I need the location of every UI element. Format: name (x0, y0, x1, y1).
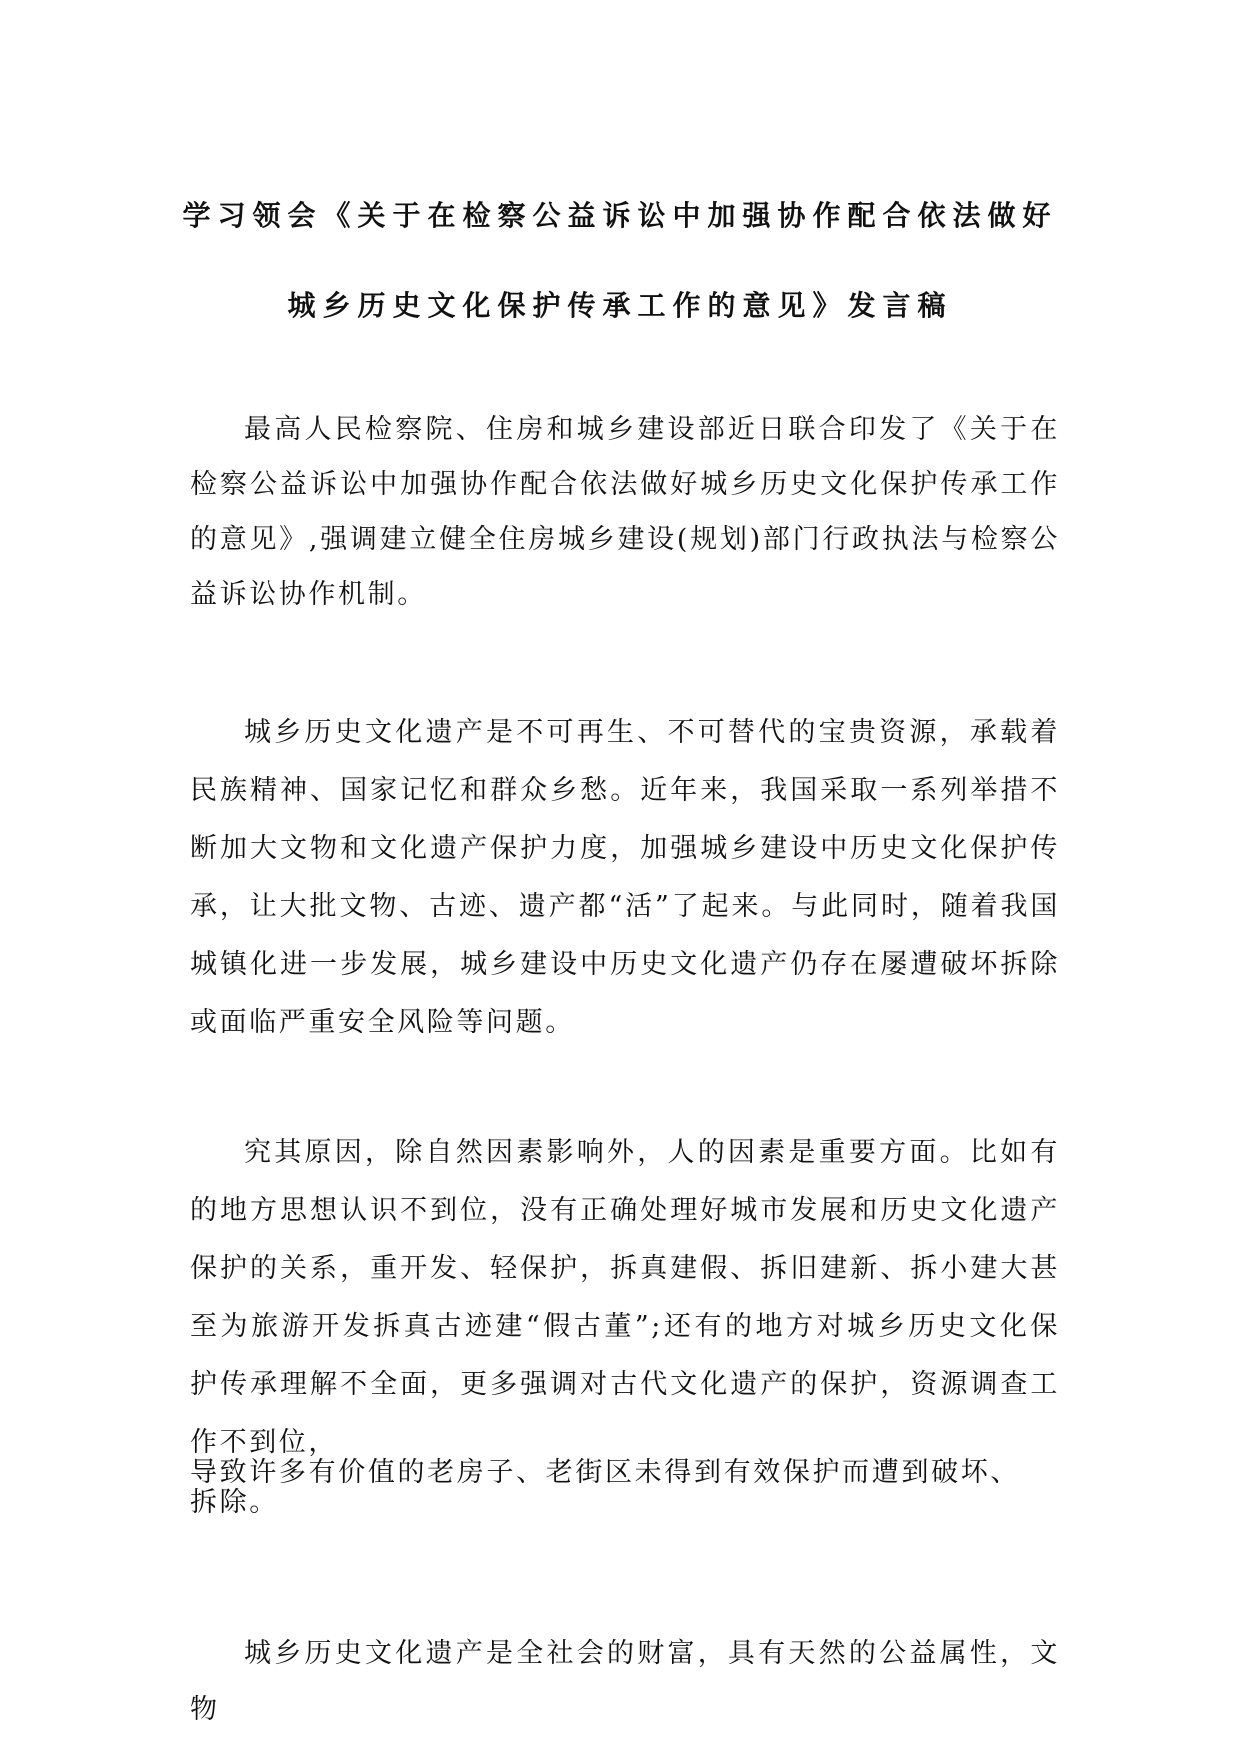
paragraph-1: 最高人民检察院、住房和城乡建设部近日联合印发了《关于在检察公益诉讼中加强协作配合依法做好城乡历史文化保护传承工作的意见》,强调建立健全住房城乡建设(规划)部门行政执法与检察公益诉讼协作机制。 (190, 414, 1060, 610)
document-title-line-2: 城乡历史文化保护传承工作的意见》发言稿 (287, 289, 953, 322)
paragraph-3: 究其原因，除自然因素影响外，人的因素是重要方面。比如有的地方思想认识不到位，没有正确处理好城市发展和历史文化遗产保护的关系，重开发、轻保护，拆真建假、拆旧建新、拆小建大甚至为旅游开发拆真古迹建“假古董”;还有的地方对城乡历史文化保护传承理解不全面，更多强调对古代文化遗产的保护，资源调查工作不到位， (190, 1137, 1060, 1458)
paragraph-4: 导致许多有价值的老房子、老街区未得到有效保护而遭到破坏、拆除。 (190, 1457, 1020, 1518)
paragraph-5: 城乡历史文化遗产是全社会的财富，具有天然的公益属性，文物 (190, 1638, 1060, 1725)
paragraph-2: 城乡历史文化遗产是不可再生、不可替代的宝贵资源，承载着民族精神、国家记忆和群众乡愁。近年来，我国采取一系列举措不断加大文物和文化遗产保护力度，加强城乡建设中历史文化保护传承，让大批文物、古迹、遗产都“活”了起来。与此同时，随着我国城镇化进一步发展，城乡建设中历史文化遗产仍存在屡遭破坏拆除或面临严重安全风险等问题。 (190, 717, 1060, 1038)
document-title-line-1: 学习领会《关于在检察公益诉讼中加强协作配合依法做好 (182, 199, 1058, 232)
